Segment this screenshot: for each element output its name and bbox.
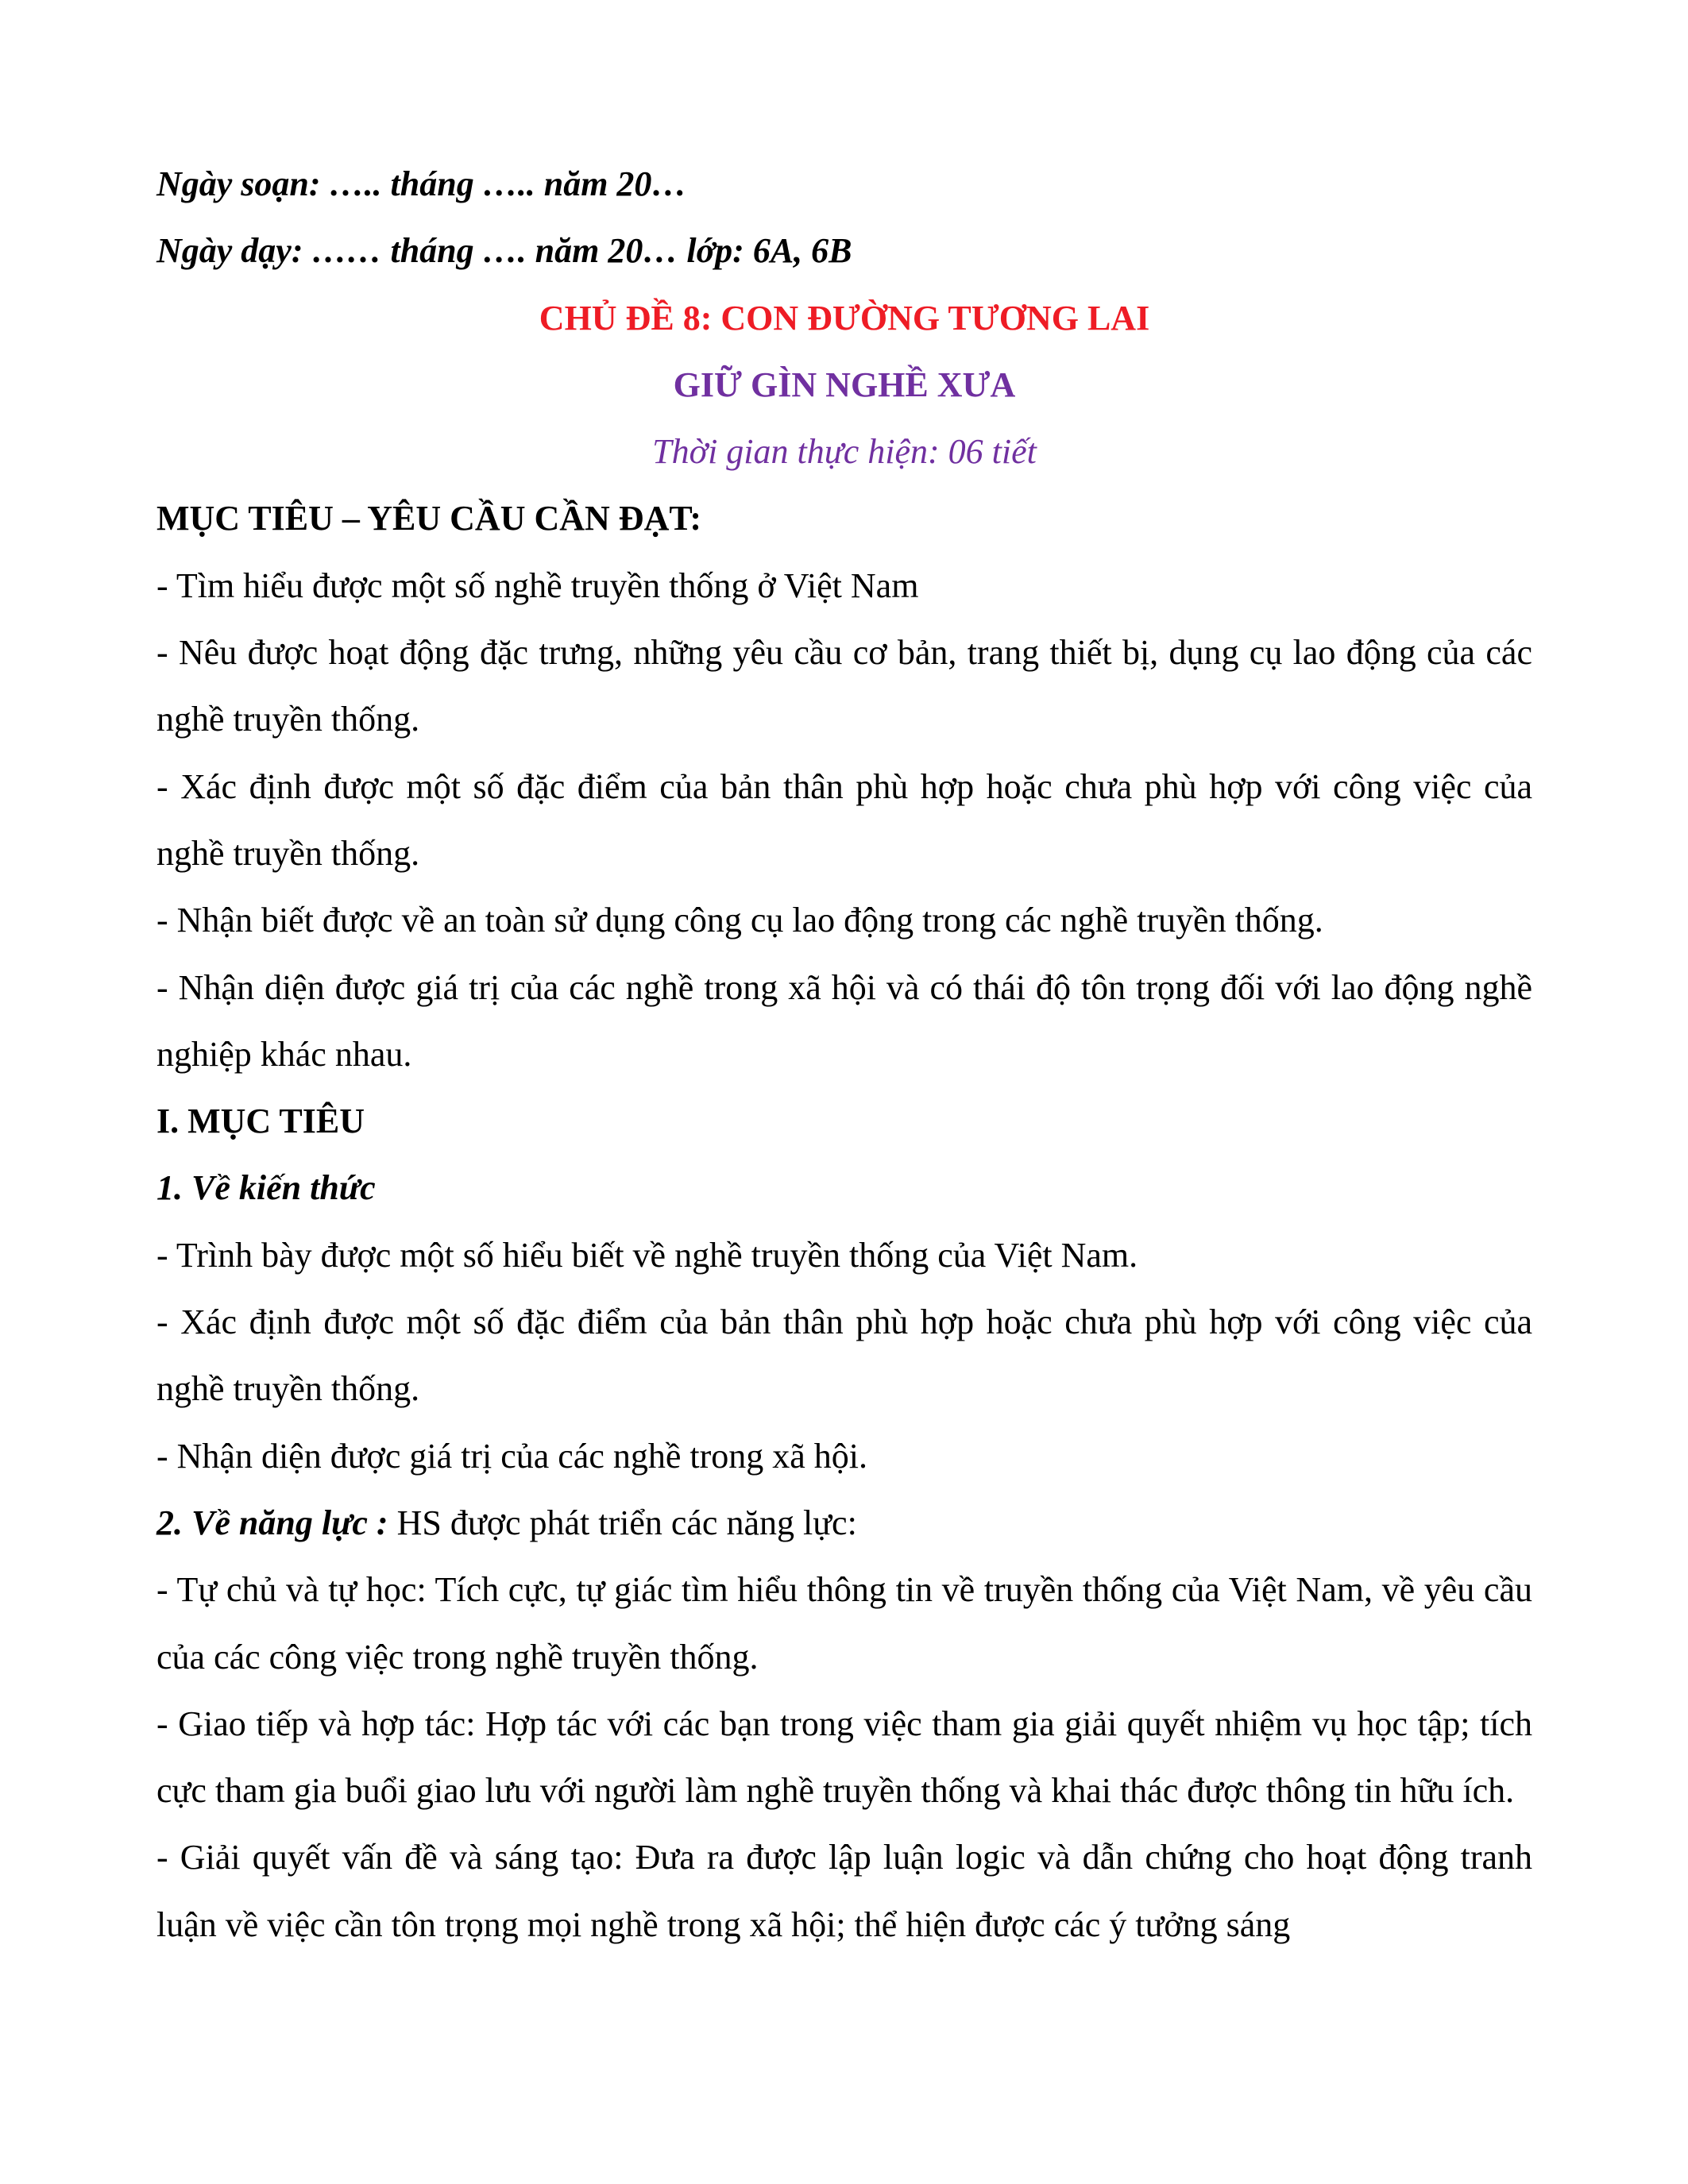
preparation-date: Ngày soạn: ….. tháng ….. năm 20… xyxy=(156,164,687,203)
duration-subtitle: Thời gian thực hiện: 06 tiết xyxy=(652,432,1037,472)
requirement-item: - Nhận biết được về an toàn sử dụng công cụ lao động trong các nghề truyền thống. xyxy=(156,901,1323,940)
requirement-item: - Tìm hiểu được một số nghề truyền thống ở Việt Nam xyxy=(156,565,919,605)
competency-heading: 2. Về năng lực : xyxy=(156,1503,388,1542)
document-page xyxy=(156,151,1532,1958)
knowledge-item: - Trình bày được một số hiểu biết về nghề truyền thống của Việt Nam. xyxy=(156,1235,1138,1275)
knowledge-item: - Xác định được một số đặc điểm của bản thân phù hợp hoặc chưa phù hợp với công việc của nghề truyền thống. xyxy=(156,1302,1532,1409)
topic-title: CHỦ ĐỀ 8: CON ĐƯỜNG TƯƠNG LAI xyxy=(539,298,1150,338)
competency-heading-rest: HS được phát triển các năng lực: xyxy=(388,1503,857,1542)
requirement-item: - Nhận diện được giá trị của các nghề trong xã hội và có thái độ tôn trọng đối với lao động nghề nghiệp khác nhau. xyxy=(156,967,1532,1074)
knowledge-heading: 1. Về kiến thức xyxy=(156,1168,376,1208)
teaching-date: Ngày dạy: …… tháng …. năm 20… lớp: 6A, 6B xyxy=(156,231,852,271)
lesson-title: GIỮ GÌN NGHỀ XƯA xyxy=(673,365,1016,404)
competency-heading-line xyxy=(156,1490,1532,1557)
requirement-item: - Xác định được một số đặc điểm của bản thân phù hợp hoặc chưa phù hợp với công việc của nghề truyền thống. xyxy=(156,766,1532,873)
competency-item: - Giao tiếp và hợp tác: Hợp tác với các bạn trong việc tham gia giải quyết nhiệm vụ học tập; tích cực tham gia buổi giao lưu với người làm nghề truyền thống và khai thác được thông tin hữu ích. xyxy=(156,1704,1532,1811)
competency-item: - Giải quyết vấn đề và sáng tạo: Đưa ra được lập luận logic và dẫn chứng cho hoạt động tranh luận về việc cần tôn trọng mọi nghề trong xã hội; thể hiện được các ý tưởng sáng xyxy=(156,1838,1532,1944)
requirement-item: - Nêu được hoạt động đặc trưng, những yêu cầu cơ bản, trang thiết bị, dụng cụ lao động của các nghề truyền thống. xyxy=(156,633,1532,739)
knowledge-item: - Nhận diện được giá trị của các nghề trong xã hội. xyxy=(156,1436,868,1476)
competency-item: - Tự chủ và tự học: Tích cực, tự giác tìm hiểu thông tin về truyền thống của Việt Nam, về yêu cầu của các công việc trong nghề truyền thống. xyxy=(156,1570,1532,1677)
objectives-requirements-heading: MỤC TIÊU – YÊU CẦU CẦN ĐẠT: xyxy=(156,499,702,538)
section-objectives-heading: I. MỤC TIÊU xyxy=(156,1102,365,1141)
